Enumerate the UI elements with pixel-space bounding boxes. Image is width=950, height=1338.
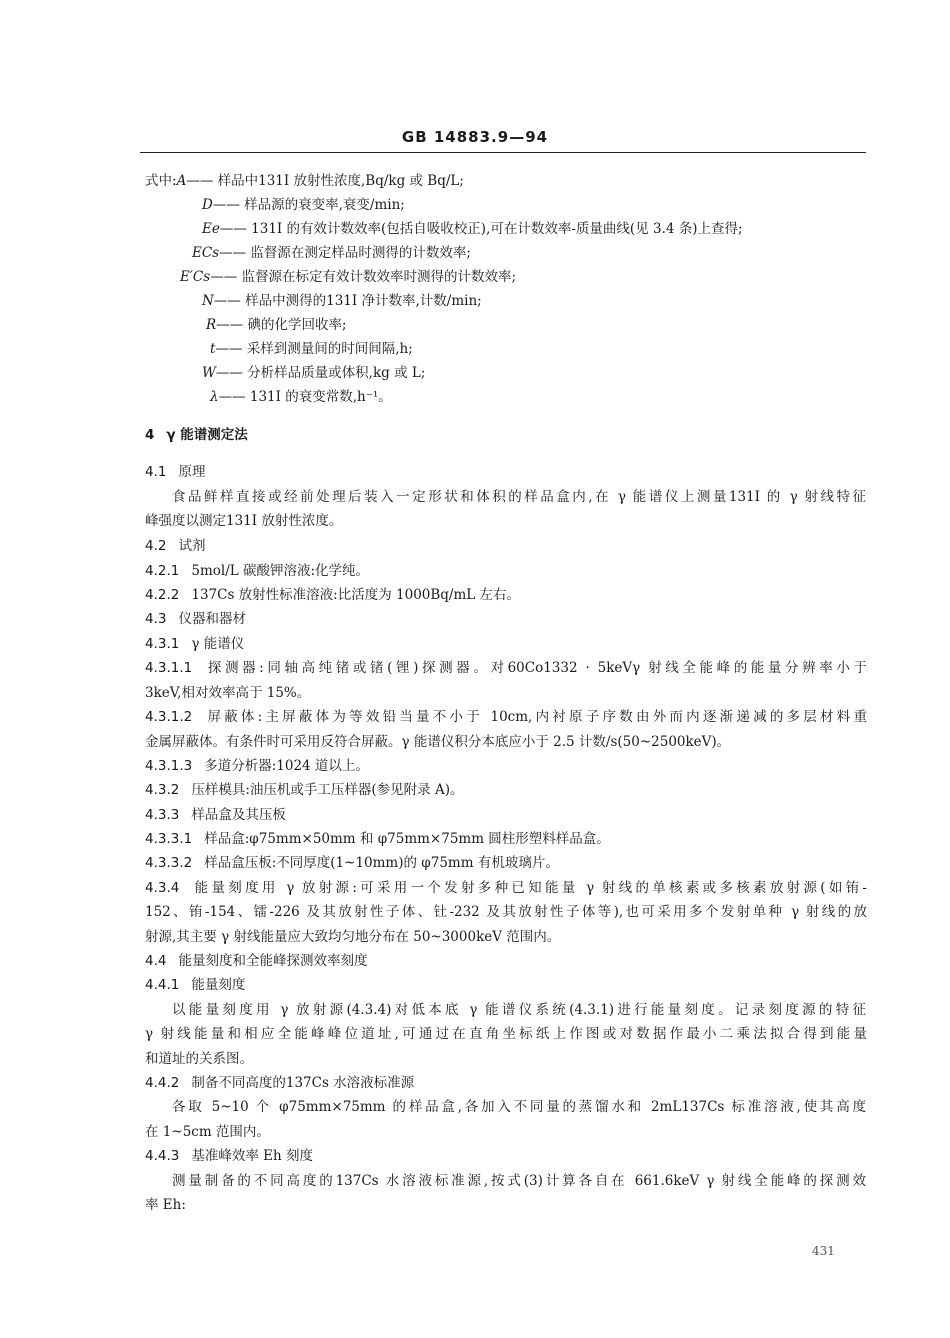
def-N: N—— 样品中测得的131I 净计数率,计数/min;	[202, 293, 482, 309]
s4-4-2-heading: 4.4.2 制备不同高度的137Cs 水溶液标准源	[145, 1075, 415, 1091]
s4-3-3-heading: 4.3.3 样品盒及其压板	[145, 807, 286, 823]
s4-2-2: 4.2.2 137Cs 放射性标准溶液:比活度为 1000Bq/mL 左右。	[145, 587, 521, 603]
s4-1-para-line2: 峰强度以测定131I 放射性浓度。	[145, 513, 343, 529]
s4-3-2: 4.3.2 压样模具:油压机或手工压样器(参见附录 A)。	[145, 782, 464, 798]
s4-4-1-heading: 4.4.1 能量刻度	[145, 977, 246, 993]
s4-4-3-heading: 4.4.3 基准峰效率 Eh 刻度	[145, 1148, 313, 1164]
s4-4-heading: 4.4 能量刻度和全能峰探测效率刻度	[145, 953, 368, 969]
s4-3-4-line3: 射源,其主要 γ 射线能量应大致均匀地分布在 50~3000keV 范围内。	[145, 929, 561, 945]
s4-4-1-para-line2: γ 射线能量和相应全能峰峰位道址,可通过在直角坐标纸上作图或对数据作最小二乘法拟合得到能量	[145, 1026, 867, 1042]
header-rule	[140, 152, 866, 153]
section-4-heading: 4 γ 能谱测定法	[145, 427, 248, 443]
s4-1-para-line1: 食品鲜样直接或经前处理后装入一定形状和体积的样品盒内,在 γ 能谱仪上测量131I 的 γ 射线特征	[172, 489, 866, 505]
s4-4-2-para-line1: 各取 5~10 个 φ75mm×75mm 的样品盒,各加入不同量的蒸馏水和 2mL137Cs 标准溶液,使其高度	[172, 1099, 866, 1115]
s4-3-1-2-line1: 4.3.1.2 屏蔽体:主屏蔽体为等效铅当量不小于 10cm,内衬原子序数由外而内逐渐递减的多层材料重	[145, 709, 867, 725]
def-W: W—— 分析样品质量或体积,kg 或 L;	[202, 365, 426, 381]
def-EpCs: E′Cs—— 监督源在标定有效计数效率时测得的计数效率;	[180, 269, 517, 285]
s4-1-heading: 4.1 原理	[145, 464, 206, 480]
s4-4-3-para-line2: 率 Eh:	[145, 1197, 186, 1213]
s4-3-1-3: 4.3.1.3 多道分析器:1024 道以上。	[145, 758, 369, 774]
s4-3-1-1-line2: 3keV,相对效率高于 15%。	[145, 685, 311, 701]
s4-3-4-line2: 152、铕-154、镭-226 及其放射性子体、钍-232 及其放射性子体等),也可采用多个发射单种 γ 射线的放	[145, 904, 867, 920]
s4-4-2-para-line2: 在 1~5cm 范围内。	[145, 1124, 270, 1140]
s4-4-3-para-line1: 测量制备的不同高度的137Cs 水溶液标准源,按式(3)计算各自在 661.6keV γ 射线全能峰的探测效	[172, 1173, 866, 1189]
s4-3-1-heading: 4.3.1 γ 能谱仪	[145, 636, 245, 652]
s4-4-1-para-line3: 和道址的关系图。	[145, 1051, 253, 1067]
def-lambda: λ—— 131I 的衰变常数,h⁻¹。	[210, 389, 392, 405]
s4-3-4-line1: 4.3.4 能量刻度用 γ 放射源:可采用一个发射多种已知能量 γ 射线的单核素或多核素放射源(如铕-	[145, 880, 867, 896]
def-Ee: Ee—— 131I 的有效计数效率(包括自吸收校正),可在计数效率-质量曲线(见 3.4 条)上查得;	[202, 221, 743, 237]
s4-2-heading: 4.2 试剂	[145, 538, 206, 554]
s4-3-1-2-line2: 金属屏蔽体。有条件时可采用反符合屏蔽。γ 能谱仪积分本底应小于 2.5 计数/s(50~2500keV)。	[145, 734, 731, 750]
s4-3-3-1: 4.3.3.1 样品盒:φ75mm×50mm 和 φ75mm×75mm 圆柱形塑料样品盒。	[145, 831, 610, 847]
s4-3-3-2: 4.3.3.2 样品盒压板:不同厚度(1~10mm)的 φ75mm 有机玻璃片。	[145, 855, 559, 871]
def-R: R—— 碘的化学回收率;	[206, 317, 347, 333]
s4-2-1: 4.2.1 5mol/L 碳酸钾溶液:化学纯。	[145, 563, 370, 579]
s4-3-1-1-line1: 4.3.1.1 探测器:同轴高纯锗或锗(锂)探测器。对60Co1332 · 5keVγ 射线全能峰的能量分辨率小于	[145, 660, 867, 676]
def-D: D—— 样品源的衰变率,衰变/min;	[202, 197, 405, 213]
page-number: 431	[812, 1244, 835, 1258]
def-t: t—— 采样到测量间的时间间隔,h;	[210, 341, 413, 357]
s4-3-heading: 4.3 仪器和器材	[145, 611, 246, 627]
def-ECs: ECs—— 监督源在测定样品时测得的计数效率;	[192, 245, 471, 261]
s4-4-1-para-line1: 以能量刻度用 γ 放射源(4.3.4)对低本底 γ 能谱仪系统(4.3.1)进行能量刻度。记录刻度源的特征	[172, 1002, 866, 1018]
standard-code-header: GB 14883.9—94	[401, 128, 549, 146]
def-A: 式中:A—— 样品中131I 放射性浓度,Bq/kg 或 Bq/L;	[145, 173, 464, 189]
